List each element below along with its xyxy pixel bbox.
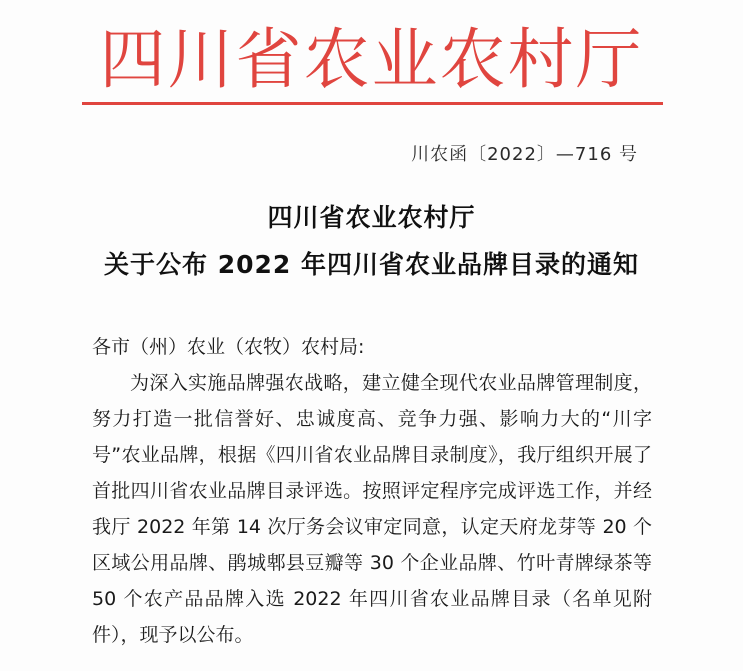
letterhead-title: 四川省农业农村厅: [99, 21, 644, 98]
letterhead-red-rule: [82, 102, 663, 105]
document-number: 川农函〔2022〕—716 号: [411, 144, 638, 165]
notice-title-line-1: 四川省农业农村厅: [267, 203, 476, 232]
body-paragraph: 为深入实施品牌强农战略，建立健全现代农业品牌管理制度，努力打造一批信誉好、忠诚度高、竞争力强、影响力大的“川字号”农业品牌，根据《四川省农业品牌目录制度》，我厅组织开展了首批四川省农业品牌目录评选。按照评定程序完成评选工作，并经我厅 2022 年第 14 次厅务会议审定同意，认定天府龙芽等 20 个区域公用品牌、鹃城郫县豆瓣等 30 个企业品牌、竹叶青牌绿茶等 50 个农产品品牌入选 2022 年四川省农业品牌目录（名单见附件），现予以公布。: [92, 372, 652, 646]
notice-title-line-2: 关于公布 2022 年四川省农业品牌目录的通知: [104, 250, 639, 279]
salutation: 各市（州）农业（农牧）农村局:: [92, 336, 365, 358]
